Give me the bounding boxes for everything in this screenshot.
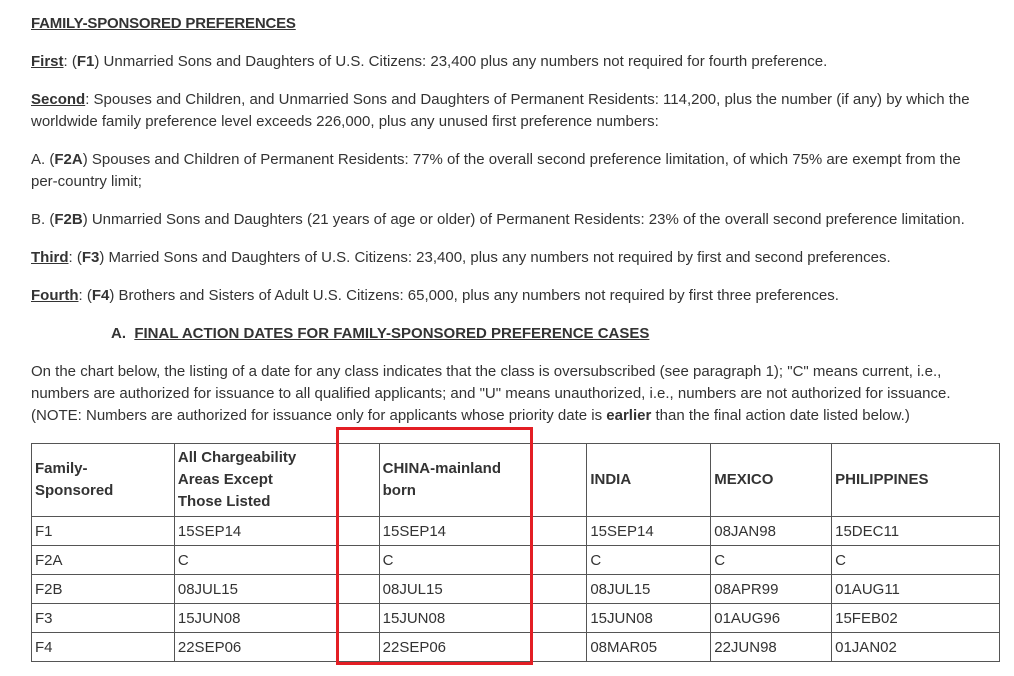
cell-india: 08JUL15 [587,575,711,604]
preference-code: F2A [54,151,83,168]
cell-mexico: C [711,546,832,575]
table-row [32,633,1000,662]
cell-all-chargeability: 15SEP14 [174,517,379,546]
cell-india: 08MAR05 [587,633,711,662]
preference-code: F2B [54,211,83,228]
cell-mexico: 08APR99 [711,575,832,604]
cell-category: F2B [32,575,175,604]
preference-first: First: (F1) Unmarried Sons and Daughters of U.S. Citizens: 23,400 plus any numbers not required for fourth preference. [31,53,828,70]
subsection-marker: A. [111,325,126,342]
preference-text: ) Unmarried Sons and Daughters (21 years of age or older) of Permanent Residents: 23% of the overall second preference limitation. [82,211,965,228]
header-mexico: MEXICO [711,444,832,517]
cell-india: 15SEP14 [587,517,711,546]
cell-mexico: 08JAN98 [711,517,832,546]
preference-ordinal: Third [31,249,69,266]
table-header-row [32,444,1000,517]
cell-category: F4 [32,633,175,662]
section-title: FAMILY-SPONSORED PREFERENCES [31,15,296,32]
cell-all-chargeability: 08JUL15 [174,575,379,604]
header-family-sponsored: Family- Sponsored [32,444,175,517]
preference-text: ) Unmarried Sons and Daughters of U.S. Citizens: 23,400 plus any numbers not required for fourth preference. [94,53,828,70]
table-row [32,575,1000,604]
emphasis-earlier: earlier [606,407,652,424]
cell-mexico: 22JUN98 [711,633,832,662]
preference-second: Second: Spouses and Children, and Unmarried Sons and Daughters of Permanent Residents: 114,200, plus the number (if any) by which the worldwide family preference level exceeds 226,000, plus any unused first preference numbers: [31,91,970,130]
preference-code: F1 [76,53,95,70]
cell-china: C [379,546,587,575]
chart-explanation: On the chart below, the listing of a date for any class indicates that the class is oversubscribed (see paragraph 1); "C" means current, i.e., numbers are authorized for issuance to all qualified applicants; and "U" means unauthorized, i.e., numbers are not authorized for issuance. (NOTE: Numbers are authorized for issuance only for applicants whose priority date is earlier than the final action date listed below.) [31,363,951,424]
preference-f2b: B. (F2B) Unmarried Sons and Daughters (21 years of age or older) of Permanent Residents: 23% of the overall second preference limitation. [31,211,965,228]
cell-india: C [587,546,711,575]
preference-code: F3 [81,249,100,266]
header-all-chargeability: All Chargeability Areas Except Those Listed [174,444,379,517]
preference-ordinal: Fourth [31,287,79,304]
cell-mexico: 01AUG96 [711,604,832,633]
preference-text: ) Brothers and Sisters of Adult U.S. Citizens: 65,000, plus any numbers not required by first three preferences. [109,287,839,304]
cell-category: F3 [32,604,175,633]
cell-china: 08JUL15 [379,575,587,604]
header-india: INDIA [587,444,711,517]
table-row [32,517,1000,546]
header-china-mainland: CHINA-mainland born [379,444,587,517]
cell-china: 15JUN08 [379,604,587,633]
cell-all-chargeability: 15JUN08 [174,604,379,633]
table-row [32,604,1000,633]
cell-philippines: 01AUG11 [832,575,1000,604]
preference-ordinal: Second [31,91,86,108]
cell-philippines: 15FEB02 [832,604,1000,633]
cell-all-chargeability: 22SEP06 [174,633,379,662]
preference-f2a: A. (F2A) Spouses and Children of Permanent Residents: 77% of the overall second preference limitation, of which 75% are exempt from the per-country limit; [31,151,961,190]
preference-third: Third: (F3) Married Sons and Daughters of U.S. Citizens: 23,400, plus any numbers not required by first and second preferences. [31,249,891,266]
cell-all-chargeability: C [174,546,379,575]
cell-china: 15SEP14 [379,517,587,546]
cell-india: 15JUN08 [587,604,711,633]
cell-philippines: 15DEC11 [832,517,1000,546]
cell-category: F2A [32,546,175,575]
subsection-heading [111,323,649,345]
preference-ordinal: First [31,53,64,70]
cell-philippines: C [832,546,1000,575]
preference-text: ) Married Sons and Daughters of U.S. Citizens: 23,400, plus any numbers not required by first and second preferences. [99,249,891,266]
preference-text: Spouses and Children, and Unmarried Sons and Daughters of Permanent Residents: 114,200, plus the number (if any) by which the worldwide family preference level exceeds 226,000, plus any unused first preference numbers: [31,91,970,130]
cell-category: F1 [32,517,175,546]
preference-text: ) Spouses and Children of Permanent Residents: 77% of the overall second preference limitation, of which 75% are exempt from the per-country limit; [31,151,961,190]
cell-philippines: 01JAN02 [832,633,1000,662]
preference-code: F4 [91,287,110,304]
subsection-title: FINAL ACTION DATES FOR FAMILY-SPONSORED PREFERENCE CASES [134,325,650,342]
cell-china: 22SEP06 [379,633,587,662]
header-philippines: PHILIPPINES [832,444,1000,517]
preference-fourth: Fourth: (F4) Brothers and Sisters of Adult U.S. Citizens: 65,000, plus any numbers not required by first three preferences. [31,287,839,304]
table-row [32,546,1000,575]
final-action-dates-table [31,443,1000,662]
